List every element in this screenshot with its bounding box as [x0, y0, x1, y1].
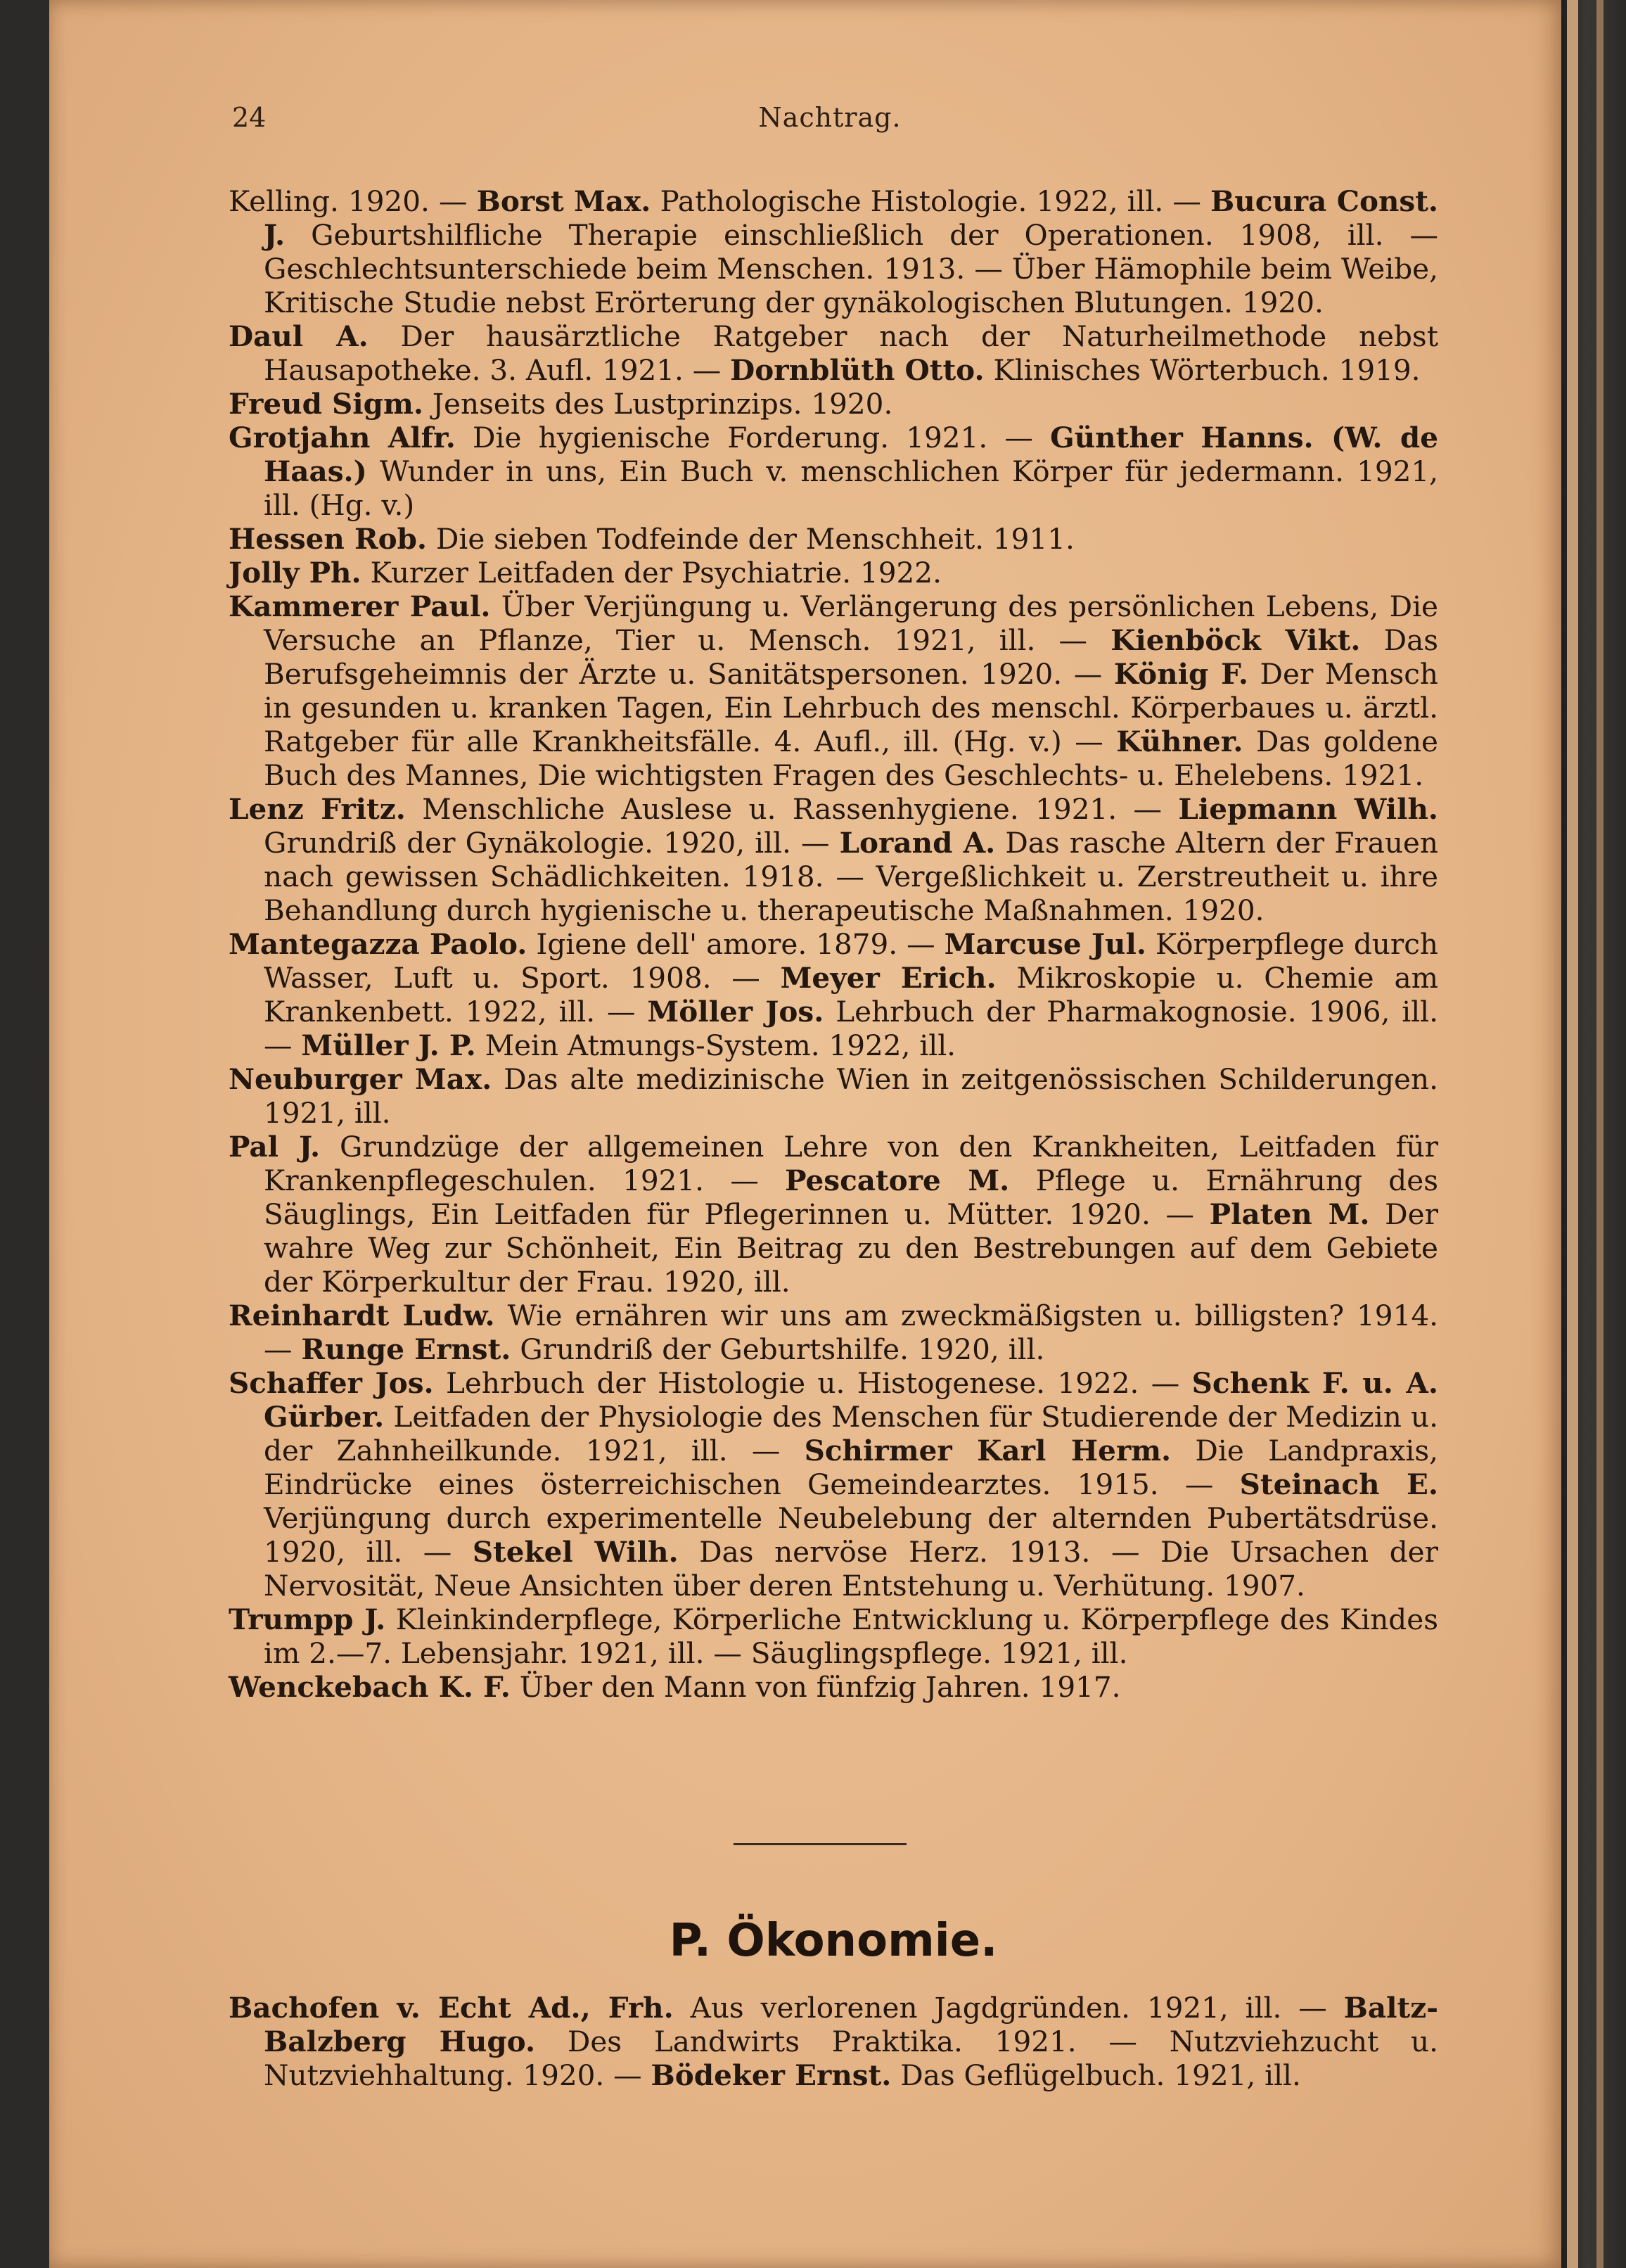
bibliography-entry: Hessen Rob. Die sieben Todfeinde der Menschheit. 1911.	[229, 522, 1075, 556]
bibliography-entry: Jolly Ph. Kurzer Leitfaden der Psychiatrie. 1922.	[229, 556, 942, 590]
bibliography-entry: Pal J. Grundzüge der allgemeinen Lehre von den Krankheiten, Leitfaden für Krankenpflegeschulen. 1921. — Pescatore M. Pflege u. Ernährung des Säuglings, Ein Leitfaden für Pflegerinnen u. Mütter. 1920. — Platen M. Der wahre Weg zur Schönheit, Ein Beitrag zu den Bestrebungen auf dem Gebiete der Körperkultur der Frau. 1920, ill.	[229, 1130, 1439, 1299]
section-divider	[734, 1843, 907, 1845]
bibliography-entry: Reinhardt Ludw. Wie ernähren wir uns am zweckmäßigsten u. billigsten? 1914. — Runge Ernst. Grundriß der Geburtshilfe. 1920, ill.	[229, 1299, 1438, 1366]
page-header	[232, 102, 1428, 144]
bibliography-entry: Grotjahn Alfr. Die hygienische Forderung. 1921. — Günther Hanns. (W. de Haas.) Wunder in uns, Ein Buch v. menschlichen Körper für jedermann. 1921, ill. (Hg. v.)	[229, 421, 1439, 522]
section-heading: P. Ökonomie.	[669, 1915, 998, 1967]
running-head: Nachtrag.	[758, 102, 902, 133]
bibliography-entry: Wenckebach K. F. Über den Mann von fünfzig Jahren. 1917.	[229, 1670, 1121, 1704]
bibliography-entry: Neuburger Max. Das alte medizinische Wien in zeitgenössischen Schilderungen. 1921, ill.	[229, 1062, 1438, 1130]
bibliography-entry: Mantegazza Paolo. Igiene dell' amore. 1879. — Marcuse Jul. Körperpflege durch Wasser, Luft u. Sport. 1908. — Meyer Erich. Mikroskopie u. Chemie am Krankenbett. 1922, ill. — Möller Jos. Lehrbuch der Pharmakognosie. 1906, ill. — Müller J. P. Mein Atmungs-System. 1922, ill.	[229, 927, 1438, 1062]
page-edge-shadow	[1596, 0, 1603, 2268]
bibliography-entry: Freud Sigm. Jenseits des Lustprinzips. 1920.	[229, 387, 893, 421]
bibliography-list	[229, 184, 1438, 1704]
bibliography-entry: Schaffer Jos. Lehrbuch der Histologie u. Histogenese. 1922. — Schenk F. u. A. Gürber. Leitfaden der Physiologie des Menschen für Studierende der Medizin u. der Zahnheilkunde. 1921, ill. — Schirmer Karl Herm. Die Landpraxis, Eindrücke eines österreichischen Gemeindearztes. 1915. — Steinach E. Verjüngung durch experimentelle Neubelebung der alternden Pubertätsdrüse. 1920, ill. — Stekel Wilh. Das nervöse Herz. 1913. — Die Ursachen der Nervosität, Neue Ansichten über deren Entstehung u. Verhütung. 1907.	[229, 1366, 1439, 1603]
page-edge	[1567, 0, 1578, 2268]
bibliography-entry: Kelling. 1920. — Borst Max. Pathologische Histologie. 1922, ill. — Bucura Const. J. Geburtshilfliche Therapie einschließlich der Operationen. 1908, ill. — Geschlechtsunterschiede beim Menschen. 1913. — Über Hämophile beim Weibe, Kritische Studie nebst Erörterung der gynäkologischen Blutungen. 1920.	[229, 184, 1439, 319]
bibliography-entry: Lenz Fritz. Menschliche Auslese u. Rassenhygiene. 1921. — Liepmann Wilh. Grundriß der Gynäkologie. 1920, ill. — Lorand A. Das rasche Altern der Frauen nach gewissen Schädlichkeiten. 1918. — Vergeßlichkeit u. Zerstreutheit u. ihre Behandlung durch hygienische u. therapeutische Maßnahmen. 1920.	[229, 792, 1439, 927]
book-spine	[1560, 0, 1626, 2268]
bibliography-entry: Kammerer Paul. Über Verjüngung u. Verlängerung des persönlichen Lebens, Die Versuche an Pflanze, Tier u. Mensch. 1921, ill. — Kienböck Vikt. Das Berufsgeheimnis der Ärzte u. Sanitätspersonen. 1920. — König F. Der Mensch in gesunden u. kranken Tagen, Ein Lehrbuch des menschl. Körperbaues u. ärztl. Ratgeber für alle Krankheitsfälle. 4. Aufl., ill. (Hg. v.) — Kühner. Das goldene Buch des Mannes, Die wichtigsten Fragen des Geschlechts- u. Ehelebens. 1921.	[229, 590, 1439, 792]
page-number: 24	[232, 102, 267, 133]
bibliography-entry: Daul A. Der hausärztliche Ratgeber nach der Naturheilmethode nebst Hausapotheke. 3. Aufl. 1921. — Dornblüth Otto. Klinisches Wörterbuch. 1919.	[229, 319, 1438, 387]
section-bibliography-list	[229, 1991, 1438, 2092]
section-entry: Bachofen v. Echt Ad., Frh. Aus verlorenen Jagdgründen. 1921, ill. — Baltz-Balzberg Hugo. Des Landwirts Praktika. 1921. — Nutzviehzucht u. Nutzviehhaltung. 1920. — Bödeker Ernst. Das Geflügelbuch. 1921, ill.	[229, 1991, 1439, 2092]
bibliography-entry: Trumpp J. Kleinkinderpflege, Körperliche Entwicklung u. Körperpflege des Kindes im 2.—7. Lebensjahr. 1921, ill. — Säuglingspflege. 1921, ill.	[229, 1603, 1438, 1670]
